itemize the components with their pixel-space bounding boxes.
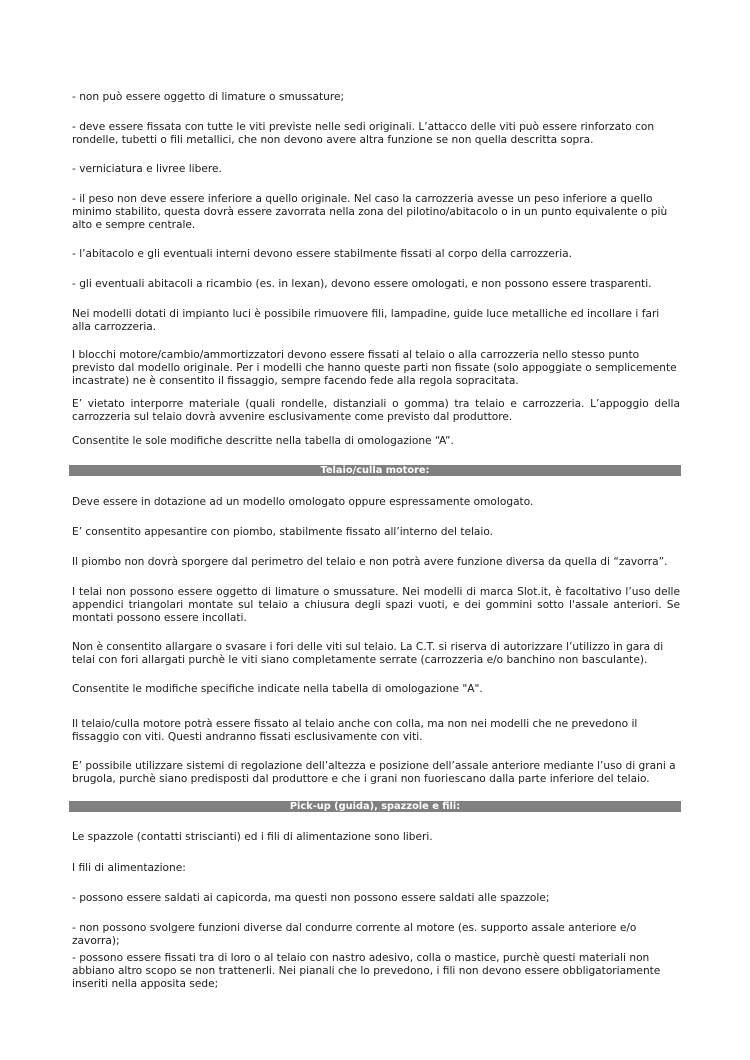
paragraph: - deve essere fissata con tutte le viti previste nelle sedi originali. L’attacco delle viti può essere rinforzato con rondelle, tubetti o fili metallici, che non devono avere altra funzione se non quella descritta sopra. <box>72 121 655 146</box>
paragraph: I fili di alimentazione: <box>72 862 186 874</box>
paragraph: Nei modelli dotati di impianto luci è possibile rimuovere fili, lampadine, guide luce metalliche ed incollare i fari alla carrozzeria. <box>72 308 660 333</box>
section-heading-pickup: Pick-up (guida), spazzole e fili: <box>69 801 681 812</box>
paragraph: E’ consentito appesantire con piombo, stabilmente fissato all’interno del telaio. <box>72 526 494 538</box>
paragraph: - non può essere oggetto di limature o smussature; <box>72 91 345 103</box>
paragraph: - verniciatura e livree libere. <box>72 163 222 175</box>
paragraph: - non possono svolgere funzioni diverse dal condurre corrente al motore (es. supporto assale anteriore e/o zavorra); <box>72 922 637 947</box>
section-heading-telaio: Telaio/culla motore: <box>69 465 681 476</box>
paragraph: E’ vietato interporre materiale (quali rondelle, distanziali o gomma) tra telaio e carrozzeria. L’appoggio della carrozzeria sul telaio dovrà avvenire esclusivamente come previsto dal produttore. <box>72 398 680 423</box>
paragraph: I blocchi motore/cambio/ammortizzatori devono essere fissati al telaio o alla carrozzeria nello stesso punto previsto dal modello originale. Per i modelli che hanno queste parti non fissate (solo appoggiate o semplicemente incastrate) ne è consentito il fissaggio, sempre facendo fede alla regola sopracitata. <box>72 349 677 387</box>
paragraph: Consentite le modifiche specifiche indicate nella tabella di omologazione "A". <box>72 683 483 695</box>
paragraph: Il telaio/culla motore potrà essere fissato al telaio anche con colla, ma non nei modelli che ne prevedono il fissaggio con viti. Questi andranno fissati esclusivamente con viti. <box>72 718 638 743</box>
paragraph: Non è consentito allargare o svasare i fori delle viti sul telaio. La C.T. si riserva di autorizzare l’utilizzo in gara di telai con fori allargati purchè le viti siano completamente serrate (carrozzeria e/o banchino non basculante). <box>72 641 664 666</box>
paragraph: I telai non possono essere oggetto di limature o smussature. Nei modelli di marca Slot.it, è facoltativo l’uso delle appendici triangolari montate sul telaio a chiusura degli spazi vuoti, e dei gommini sotto l'assale anteriori. Se montati possono essere incollati. <box>72 586 680 624</box>
paragraph: E’ possibile utilizzare sistemi di regolazione dell’altezza e posizione dell’assale anteriore mediante l’uso di grani a brugola, purchè siano predisposti dal produttore e che i grani non fuoriescano dalla parte inferiore del telaio. <box>72 760 676 785</box>
paragraph: Consentite le sole modifiche descritte nella tabella di omologazione “A”. <box>72 435 454 447</box>
paragraph: Deve essere in dotazione ad un modello omologato oppure espressamente omologato. <box>72 496 534 508</box>
paragraph: Il piombo non dovrà sporgere dal perimetro del telaio e non potrà avere funzione diversa da quella di “zavorra”. <box>72 556 668 568</box>
paragraph: - l’abitacolo e gli eventuali interni devono essere stabilmente fissati al corpo della carrozzeria. <box>72 248 573 260</box>
paragraph: Le spazzole (contatti striscianti) ed i fili di alimentazione sono liberi. <box>72 831 433 843</box>
paragraph: - gli eventuali abitacoli a ricambio (es. in lexan), devono essere omologati, e non possono essere trasparenti. <box>72 278 652 290</box>
paragraph: - possono essere saldati ai capicorda, ma questi non possono essere saldati alle spazzole; <box>72 892 550 904</box>
paragraph: - possono essere fissati tra di loro o al telaio con nastro adesivo, colla o mastice, purchè questi materiali non abbiano altro scopo se non trattenerli. Nei pianali che lo prevedono, i fili non devono essere obbligatoriamente inseriti nella apposita sede; <box>72 952 661 990</box>
paragraph: - il peso non deve essere inferiore a quello originale. Nel caso la carrozzeria avesse un peso inferiore a quello minimo stabilito, questa dovrà essere zavorrata nella zona del pilotino/abitacolo o in un punto equivalente o più alto e sempre centrale. <box>72 193 668 231</box>
